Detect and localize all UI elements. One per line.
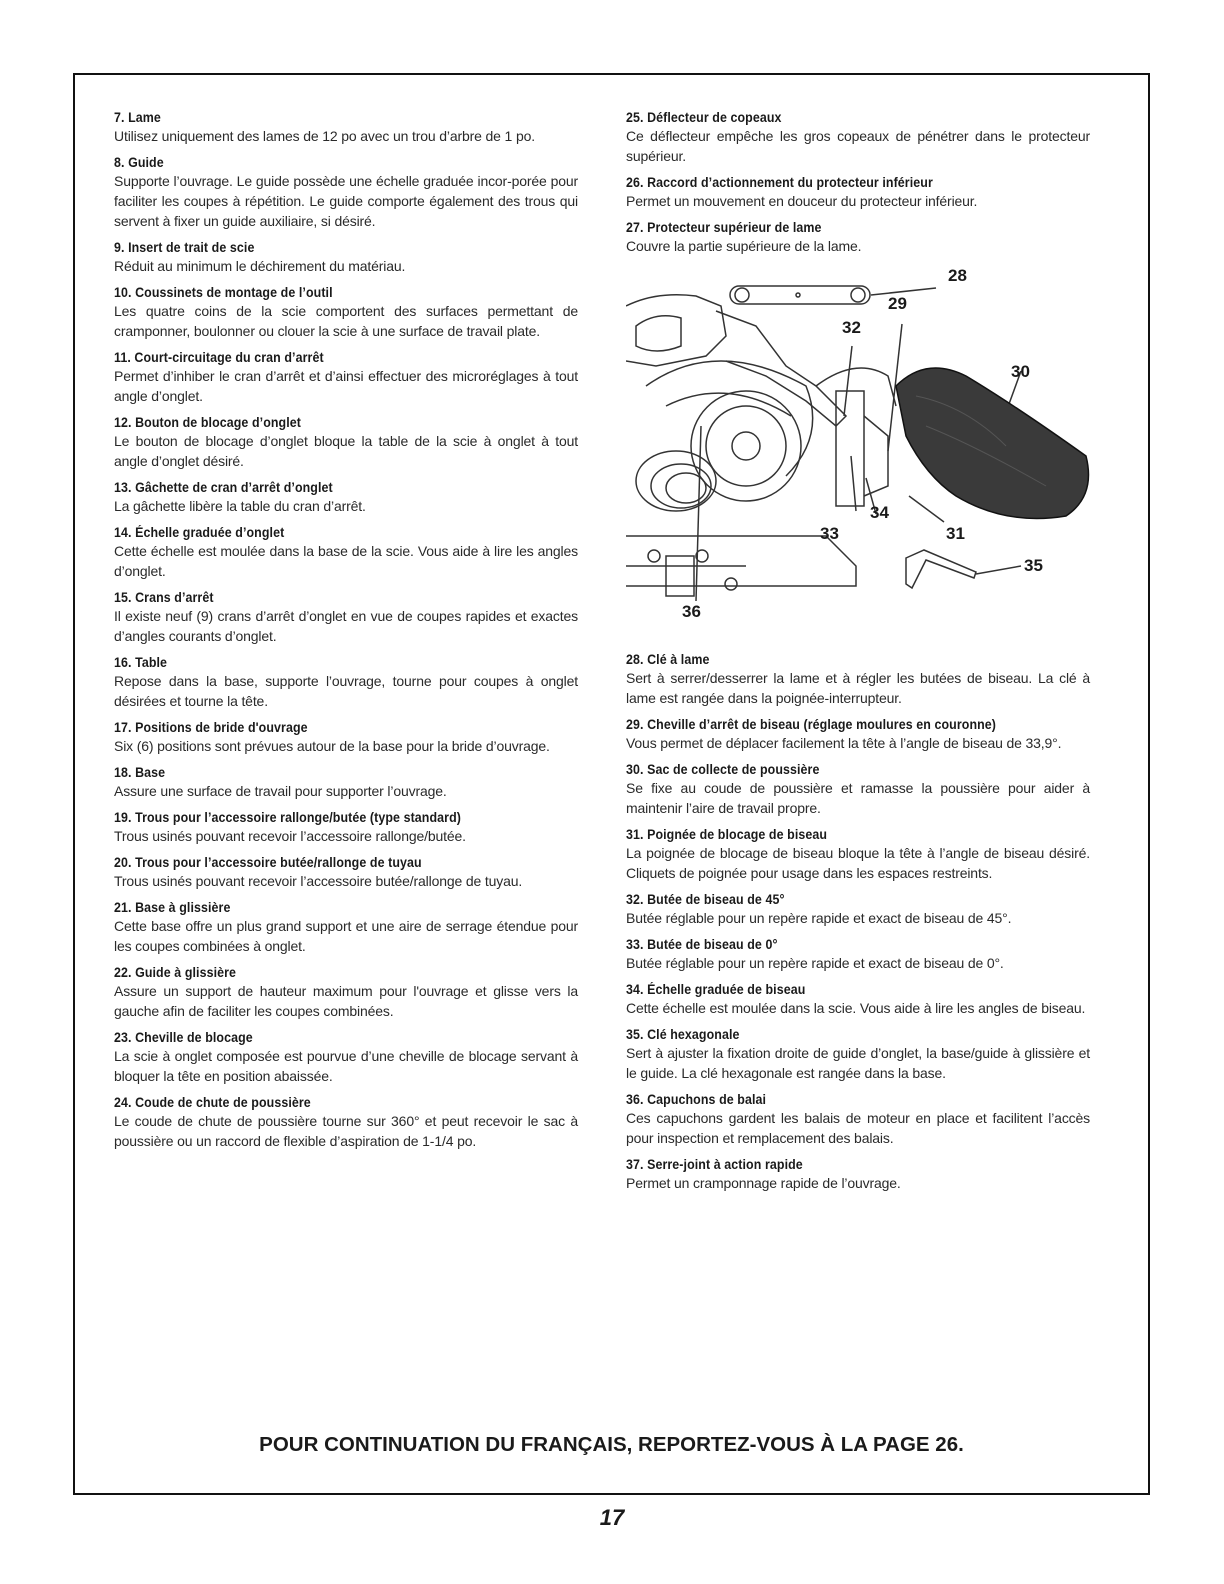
feature-item xyxy=(626,110,1090,166)
feature-item xyxy=(626,762,1090,818)
feature-item xyxy=(626,982,1090,1018)
callout-30: 30 xyxy=(1011,362,1030,381)
callout-33: 33 xyxy=(820,524,839,543)
feature-item xyxy=(114,525,578,581)
feature-title: 10. Coussinets de montage de l’outil xyxy=(114,285,333,300)
feature-description: Six (6) positions sont prévues autour de la base pour la bride d’ouvrage. xyxy=(114,738,550,754)
feature-description: Assure une surface de travail pour supporter l’ouvrage. xyxy=(114,783,447,799)
feature-description: Cette échelle est moulée dans la scie. Vous aide à lire les angles de biseau. xyxy=(626,1000,1086,1016)
feature-title: 23. Cheville de blocage xyxy=(114,1030,253,1045)
callout-35: 35 xyxy=(1024,556,1043,575)
feature-title: 27. Protecteur supérieur de lame xyxy=(626,220,822,235)
feature-description: Le coude de chute de poussière tourne sur 360° et peut recevoir le sac à poussière ou un raccord de flexible d’aspiration de 1-1/4 po. xyxy=(114,1113,578,1149)
feature-item xyxy=(626,652,1090,708)
feature-title: 7. Lame xyxy=(114,110,161,125)
feature-description: Butée réglable pour un repère rapide et exact de biseau de 0°. xyxy=(626,955,1004,971)
feature-title: 21. Base à glissière xyxy=(114,900,231,915)
feature-item xyxy=(114,855,578,891)
right-column xyxy=(626,110,1090,1202)
feature-description: Vous permet de déplacer facilement la tête à l’angle de biseau de 33,9°. xyxy=(626,735,1062,751)
saw-diagram xyxy=(626,266,1090,626)
feature-title: 26. Raccord d’actionnement du protecteur inférieur xyxy=(626,175,933,190)
feature-description: La scie à onglet composée est pourvue d’une cheville de blocage servant à bloquer la tête en position abaissée. xyxy=(114,1048,578,1084)
callout-28: 28 xyxy=(948,266,967,285)
feature-title: 9. Insert de trait de scie xyxy=(114,240,255,255)
feature-title: 16. Table xyxy=(114,655,168,670)
continuation-note: POUR CONTINUATION DU FRANÇAIS, REPORTEZ-VOUS À LA PAGE 26. xyxy=(259,1433,964,1456)
feature-item xyxy=(114,350,578,406)
feature-title: 24. Coude de chute de poussière xyxy=(114,1095,311,1110)
feature-description: La poignée de blocage de biseau bloque la tête à l’angle de biseau désiré. Cliquets de poignée pour usage dans les espaces restreints. xyxy=(626,845,1090,881)
feature-title: 28. Clé à lame xyxy=(626,652,710,667)
callout-29: 29 xyxy=(888,294,907,313)
feature-description: Cette base offre un plus grand support et une aire de serrage étendue pour les coupes combinées à onglet. xyxy=(114,918,578,954)
feature-title: 12. Bouton de blocage d’onglet xyxy=(114,415,302,430)
feature-item xyxy=(114,765,578,801)
callout-32: 32 xyxy=(842,318,861,337)
feature-item xyxy=(626,937,1090,973)
feature-description: Les quatre coins de la scie comportent des surfaces permettant de cramponner, boulonner ou clouer la scie à une surface de travail plate. xyxy=(114,303,578,339)
feature-item xyxy=(114,1030,578,1086)
feature-description: Permet un mouvement en douceur du protecteur inférieur. xyxy=(626,193,978,209)
feature-item xyxy=(626,892,1090,928)
feature-description: Sert à ajuster la fixation droite de guide d’onglet, la base/guide à glissière et le guide. La clé hexagonale est rangée dans la base. xyxy=(626,1045,1090,1081)
feature-description: Ces capuchons gardent les balais de moteur en place et facilitent l’accès pour inspection et remplacement des balais. xyxy=(626,1110,1090,1146)
feature-item xyxy=(114,415,578,471)
feature-title: 25. Déflecteur de copeaux xyxy=(626,110,782,125)
feature-description: Trous usinés pouvant recevoir l’accessoire rallonge/butée. xyxy=(114,828,466,844)
left-column xyxy=(114,110,578,1160)
feature-item xyxy=(114,655,578,711)
feature-title: 14. Échelle graduée d’onglet xyxy=(114,525,285,540)
feature-item xyxy=(626,220,1090,256)
feature-title: 29. Cheville d’arrêt de biseau (réglage moulures en couronne) xyxy=(626,717,997,732)
feature-title: 36. Capuchons de balai xyxy=(626,1092,767,1107)
feature-item xyxy=(114,1095,578,1151)
page-number: 17 xyxy=(599,1505,625,1530)
feature-item xyxy=(114,110,578,146)
feature-title: 34. Échelle graduée de biseau xyxy=(626,982,806,997)
feature-item xyxy=(114,240,578,276)
feature-title: 11. Court-circuitage du cran d’arrêt xyxy=(114,350,324,365)
feature-item xyxy=(114,900,578,956)
callout-36: 36 xyxy=(682,602,701,621)
feature-description: Cette échelle est moulée dans la base de la scie. Vous aide à lire les angles d’onglet. xyxy=(114,543,578,579)
feature-title: 31. Poignée de blocage de biseau xyxy=(626,827,828,842)
feature-title: 13. Gâchette de cran d’arrêt d’onglet xyxy=(114,480,333,495)
feature-description: Trous usinés pouvant recevoir l’accessoire butée/rallonge de tuyau. xyxy=(114,873,523,889)
feature-description: Utilisez uniquement des lames de 12 po avec un trou d’arbre de 1 po. xyxy=(114,128,535,144)
feature-description: Supporte l’ouvrage. Le guide possède une échelle graduée incor-porée pour faciliter les coupes à répétition. Le guide comporte également des trous qui servent à fixer un guide auxiliaire, si désiré. xyxy=(114,173,578,229)
callout-31: 31 xyxy=(946,524,965,543)
feature-item xyxy=(626,717,1090,753)
feature-item xyxy=(626,1157,1090,1193)
feature-title: 15. Crans d’arrêt xyxy=(114,590,214,605)
feature-title: 20. Trous pour l’accessoire butée/rallonge de tuyau xyxy=(114,855,422,870)
feature-description: Repose dans la base, supporte l’ouvrage, tourne pour coupes à onglet désirées et tourne la tête. xyxy=(114,673,578,709)
feature-description: Ce déflecteur empêche les gros copeaux de pénétrer dans le protecteur supérieur. xyxy=(626,128,1090,164)
feature-item xyxy=(114,590,578,646)
feature-item xyxy=(626,1027,1090,1083)
feature-item xyxy=(626,175,1090,211)
feature-description: Assure un support de hauteur maximum pour l'ouvrage et glisse vers la gauche afin de faciliter les coupes combinées. xyxy=(114,983,578,1019)
feature-title: 30. Sac de collecte de poussière xyxy=(626,762,820,777)
feature-title: 37. Serre-joint à action rapide xyxy=(626,1157,803,1172)
feature-item xyxy=(114,810,578,846)
feature-description: La gâchette libère la table du cran d’arrêt. xyxy=(114,498,366,514)
feature-title: 32. Butée de biseau de 45° xyxy=(626,892,785,907)
feature-title: 8. Guide xyxy=(114,155,164,170)
feature-description: Se fixe au coude de poussière et ramasse la poussière pour aider à maintenir l’aire de travail propre. xyxy=(626,780,1090,816)
feature-description: Il existe neuf (9) crans d’arrêt d’onglet en vue de coupes rapides et exactes d’angles courants d’onglet. xyxy=(114,608,578,644)
feature-item xyxy=(114,285,578,341)
feature-description: Sert à serrer/desserrer la lame et à régler les butées de biseau. La clé à lame est rangée dans la poignée-interrupteur. xyxy=(626,670,1090,706)
feature-description: Le bouton de blocage d’onglet bloque la table de la scie à onglet à tout angle d’onglet désiré. xyxy=(114,433,578,469)
feature-title: 18. Base xyxy=(114,765,166,780)
feature-title: 35. Clé hexagonale xyxy=(626,1027,740,1042)
feature-description: Butée réglable pour un repère rapide et exact de biseau de 45°. xyxy=(626,910,1012,926)
feature-item xyxy=(114,155,578,231)
feature-item xyxy=(114,720,578,756)
feature-item xyxy=(626,827,1090,883)
feature-item xyxy=(114,965,578,1021)
feature-title: 33. Butée de biseau de 0° xyxy=(626,937,778,952)
feature-description: Permet d’inhiber le cran d’arrêt et d’ainsi effectuer des microréglages à tout angle d’onglet. xyxy=(114,368,578,404)
feature-description: Réduit au minimum le déchirement du matériau. xyxy=(114,258,406,274)
feature-title: 22. Guide à glissière xyxy=(114,965,237,980)
feature-title: 17. Positions de bride d'ouvrage xyxy=(114,720,308,735)
feature-description: Permet un cramponnage rapide de l’ouvrage. xyxy=(626,1175,901,1191)
feature-title: 19. Trous pour l’accessoire rallonge/butée (type standard) xyxy=(114,810,461,825)
callout-34: 34 xyxy=(870,503,889,522)
feature-item xyxy=(114,480,578,516)
feature-description: Couvre la partie supérieure de la lame. xyxy=(626,238,862,254)
feature-item xyxy=(626,1092,1090,1148)
